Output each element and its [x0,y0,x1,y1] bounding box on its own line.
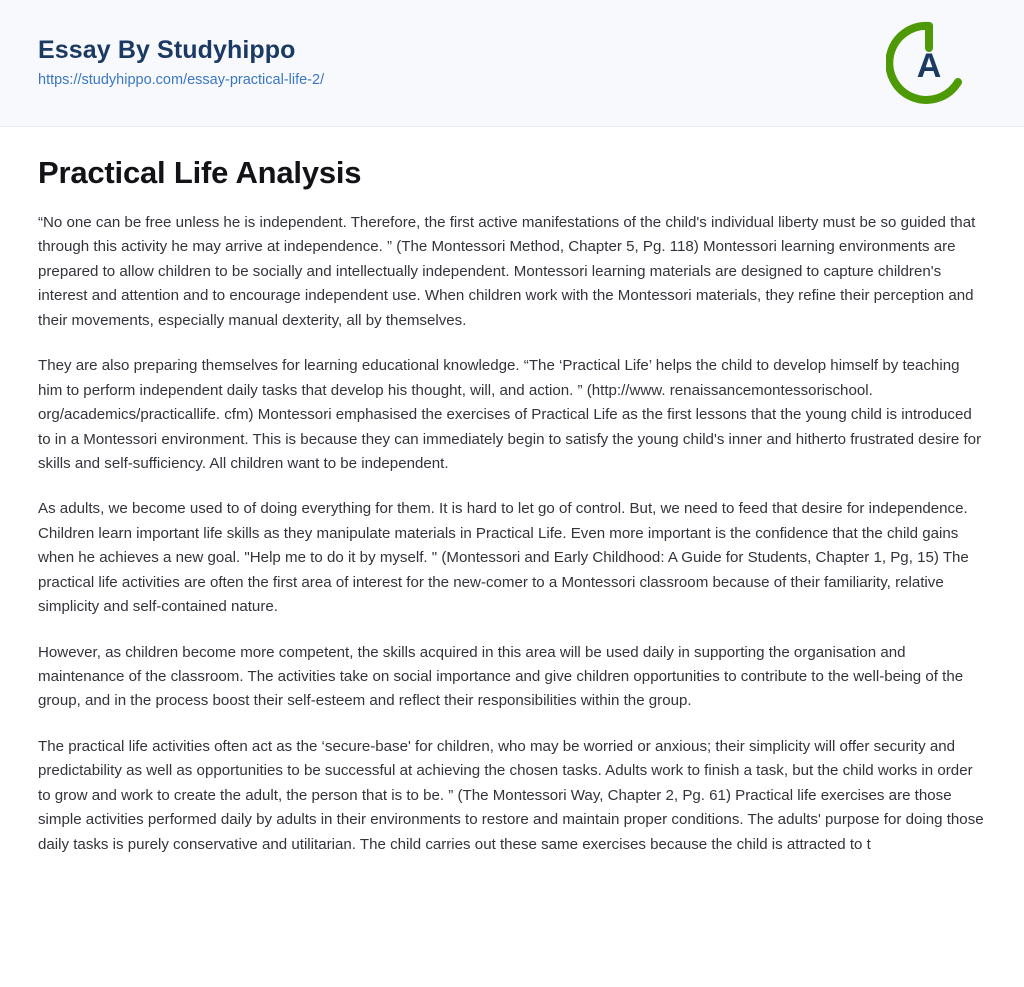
circle-a-logo [886,20,972,106]
paragraph: The practical life activities often act as the ‘secure-base' for children, who may be worried or anxious; their simplicity will offer security and predictability as well as opportunities to be successful at achieving the chosen tasks. Adults work to finish a task, but the child works in order to grow and work to create the adult, the person that is to be. ” (The Montessori Way, Chapter 2, Pg. 61) Practical life exercises are those simple activities performed daily by adults in their environments to restore and maintain proper conditions. The adults' purpose for doing those daily tasks is purely conservative and utilitarian. The child carries out these same exercises because the child is attracted to t [38,737,984,853]
site-header [0,0,1024,127]
page-title: Practical Life Analysis [38,155,362,190]
document-content [0,127,1024,857]
paragraph: “No one can be free unless he is independent. Therefore, the first active manifestations of the child's individual liberty must be so guided that through this activity he may arrive at independence. ” (The Montessori Method, Chapter 5, Pg. 118) Montessori learning environments are prepared to allow children to be socially and intellectually independent. Montessori learning materials are designed to capture children's interest and attention and to encourage independent use. When children work with the Montessori materials, they refine their perception and their movements, especially manual dexterity, all by themselves. [38,214,976,329]
brand-name: Essay By Studyhippo [38,35,296,64]
svg-text:A: A [916,47,942,85]
brand-block [38,37,324,89]
paragraph: They are also preparing themselves for learning educational knowledge. “The ‘Practical Life’ helps the child to develop himself by teaching him to perform independent daily tasks that develop his thought, will, and action. ” (http://www. renaissancemontessorischool. org/academics/practicallife. cfm) Montessori emphasised the exercises of Practical Life as the first lessons that the young child is introduced to in a Montessori environment. This is because they can immediately begin to satisfy the young child's inner and hitherto frustrated desire for skills and self-sufficiency. All children want to be independent. [38,357,982,472]
paragraph: As adults, we become used to of doing everything for them. It is hard to let go of control. But, we need to feed that desire for independence. Children learn important life skills as they manipulate materials in Practical Life. Even more important is the confidence that the child gains when he achieves a new goal. "Help me to do it by myself. " (Montessori and Early Childhood: A Guide for Students, Chapter 1, Pg, 15) The practical life activities are often the first area of interest for the new-comer to a Montessori classroom because of their familiarity, relative simplicity and self-contained nature. [38,500,969,616]
source-url-link[interactable]: https://studyhippo.com/essay-practical-life-2/ [38,72,325,89]
paragraph: However, as children become more competent, the skills acquired in this area will be used daily in supporting the organisation and maintenance of the classroom. The activities take on social importance and give children opportunities to contribute to the well-being of the group, and in the process boost their self-esteem and reflect their responsibilities within the group. [38,643,964,710]
